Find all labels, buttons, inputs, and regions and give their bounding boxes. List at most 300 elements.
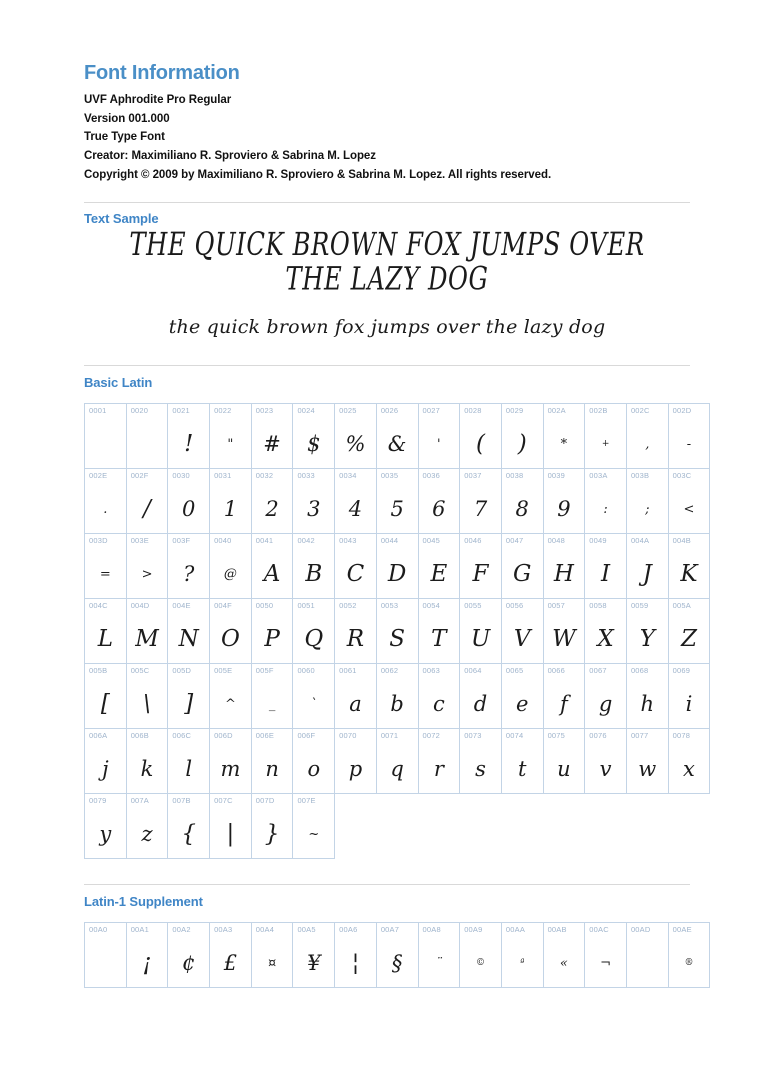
glyph-preview: Z [680,625,697,652]
glyph-preview: < [683,501,695,517]
glyph-cell-004C[interactable] [85,599,127,664]
glyph-cell-006B[interactable] [126,729,168,794]
glyph-preview: h [640,691,655,716]
glyph-cell-0062[interactable] [376,664,418,729]
glyph-preview: u [557,756,571,781]
glyph-preview: 5 [390,496,404,521]
glyph-cell-0057[interactable] [543,599,585,664]
glyph-cell-0022[interactable] [210,404,252,469]
glyph-codepoint-label: 005C [130,666,150,676]
glyph-cell-empty-filler [668,794,710,859]
glyph-cell-0047[interactable] [501,534,543,599]
glyph-table-row [85,534,710,599]
glyph-preview: E [430,560,448,587]
glyph-codepoint-label: 007B [172,796,191,806]
glyph-preview: J [642,560,652,587]
glyph-preview: j [102,756,109,781]
glyph-cell-003A[interactable] [585,469,627,534]
glyph-codepoint-label: 0079 [89,796,107,806]
glyph-cell-0060[interactable] [293,664,335,729]
glyph-cell-007E[interactable] [293,794,335,859]
glyph-preview: ' [437,436,441,452]
glyph-cell-00AD[interactable] [626,923,668,988]
glyph-preview: £ [223,950,238,975]
glyph-codepoint-label: 0001 [89,406,107,416]
glyph-cell-006A[interactable] [85,729,127,794]
glyph-codepoint-label: 005A [672,601,691,611]
glyph-cell-004E[interactable] [168,599,210,664]
glyph-cell-0038[interactable] [501,469,543,534]
glyph-codepoint-label: 0062 [380,666,399,676]
glyph-preview: / [143,495,151,522]
glyph-preview: C [346,560,365,587]
glyph-preview: a [349,691,362,716]
glyph-cell-0045[interactable] [418,534,460,599]
glyph-codepoint-label: 0024 [297,406,315,416]
glyph-preview: L [97,625,113,652]
glyph-preview: w [638,756,657,781]
glyph-cell-0065[interactable] [501,664,543,729]
glyph-codepoint-label: 006D [214,731,233,741]
glyph-cell-004A[interactable] [626,534,668,599]
glyph-codepoint-label: 007E [297,796,316,806]
glyph-codepoint-label: 004B [672,536,691,546]
glyph-codepoint-label: 007C [214,796,233,806]
glyph-codepoint-label: 0056 [505,601,524,611]
glyph-cell-00A3[interactable] [210,923,252,988]
glyph-codepoint-label: 005E [214,666,233,676]
glyph-codepoint-label: 004A [630,536,650,546]
glyph-cell-0054[interactable] [418,599,460,664]
glyph-codepoint-label: 0033 [297,471,315,481]
glyph-cell-0035[interactable] [376,469,418,534]
glyph-preview: F [472,560,489,587]
glyph-preview: s [475,756,486,781]
font-name-line: UVF Aphrodite Pro Regular [84,94,232,106]
glyph-codepoint-label: 0057 [547,601,566,611]
glyph-codepoint-label: 0051 [297,601,315,611]
glyph-cell-005D[interactable] [168,664,210,729]
glyph-cell-0050[interactable] [251,599,293,664]
glyph-codepoint-label: 0044 [380,536,399,546]
glyph-preview: { [181,820,197,847]
glyph-cell-0056[interactable] [501,599,543,664]
glyph-cell-00AE[interactable] [668,923,710,988]
glyph-cell-0055[interactable] [460,599,502,664]
glyph-codepoint-label: 004E [172,601,191,611]
glyph-codepoint-label: 007A [130,796,150,806]
document-content [84,62,698,988]
glyph-codepoint-label: 0032 [255,471,274,481]
glyph-codepoint-label: 0025 [339,406,357,416]
glyph-codepoint-label: 004C [89,601,108,611]
glyph-cell-0067[interactable] [585,664,627,729]
glyph-preview: = [99,566,111,582]
glyph-preview: : [603,501,608,517]
glyph-table-row [85,664,710,729]
glyph-codepoint-label: 0020 [130,406,149,416]
glyph-table-row [85,599,710,664]
glyph-cell-0029[interactable] [501,404,543,469]
glyph-preview: } [264,820,280,847]
glyph-codepoint-label: 002E [89,471,108,481]
glyph-codepoint-label: 006A [89,731,108,741]
glyph-cell-0079[interactable] [85,794,127,859]
glyph-preview: ¢ [182,950,196,975]
glyph-codepoint-label: 0054 [422,601,440,611]
glyph-cell-00A1[interactable] [126,923,168,988]
glyph-cell-00AC[interactable] [585,923,627,988]
glyph-cell-007B[interactable] [168,794,210,859]
glyph-codepoint-label: 0030 [172,471,190,481]
glyph-codepoint-label: 0052 [339,601,357,611]
glyph-cell-0077[interactable] [626,729,668,794]
glyph-codepoint-label: 006E [255,731,275,741]
glyph-preview: & [387,431,407,456]
glyph-codepoint-label: 004F [214,601,232,611]
glyph-codepoint-label: 0076 [589,731,607,741]
glyph-preview: W [552,625,576,652]
glyph-cell-004B[interactable] [668,534,710,599]
glyph-preview: i [685,691,693,716]
glyph-codepoint-label: 002B [589,406,608,416]
glyph-cell-007D[interactable] [251,794,293,859]
glyph-codepoint-label: 00A3 [214,925,233,935]
font-format-line: True Type Font [84,131,165,144]
glyph-codepoint-label: 0046 [464,536,482,546]
glyph-cell-0042[interactable] [293,534,335,599]
glyph-preview: P [264,625,280,652]
glyph-codepoint-label: 00A6 [339,925,358,935]
glyph-cell-006C[interactable] [168,729,210,794]
glyph-codepoint-label: 00A0 [89,925,108,935]
latin1-supplement-heading: Latin-1 Supplement [84,894,203,910]
glyph-preview: © [476,957,486,968]
glyph-codepoint-label: 0043 [339,536,357,546]
glyph-cell-0025[interactable] [335,404,377,469]
glyph-codepoint-label: 00A7 [380,925,400,935]
glyph-preview [85,422,126,466]
glyph-cell-empty-filler [376,794,418,859]
glyph-cell-0066[interactable] [543,664,585,729]
font-creator-line: Creator: Maximiliano R. Sproviero & Sabrina M. Lopez [84,149,376,162]
glyph-cell-003B[interactable] [626,469,668,534]
glyph-codepoint-label: 0029 [505,406,524,416]
glyph-codepoint-label: 0078 [672,731,691,741]
page-title: Font Information [84,62,240,84]
glyph-cell-0061[interactable] [335,664,377,729]
glyph-cell-007A[interactable] [126,794,168,859]
glyph-cell-0053[interactable] [376,599,418,664]
glyph-codepoint-label: 0053 [380,601,399,611]
glyph-preview: ¡ [142,949,152,976]
glyph-codepoint-label: 004D [130,601,150,611]
glyph-cell-empty-filler [460,794,502,859]
glyph-preview: ( [476,430,486,457]
glyph-preview: S [389,625,406,652]
glyph-preview: A [263,560,281,587]
glyph-cell-00A6[interactable] [335,923,377,988]
glyph-table-row [85,794,710,859]
glyph-cell-0051[interactable] [293,599,335,664]
glyph-codepoint-label: 002C [630,406,650,416]
glyph-cell-0074[interactable] [501,729,543,794]
glyph-codepoint-label: 002F [130,471,149,481]
glyph-cell-0076[interactable] [585,729,627,794]
glyph-cell-0052[interactable] [335,599,377,664]
latin1-supplement-table-body [85,923,710,988]
glyph-codepoint-label: 0068 [630,666,649,676]
glyph-cell-00A7[interactable] [376,923,418,988]
glyph-preview: N [178,625,199,652]
glyph-preview: § [391,950,403,975]
glyph-cell-003C[interactable] [668,469,710,534]
glyph-preview: l [185,756,193,781]
glyph-cell-006E[interactable] [251,729,293,794]
glyph-cell-0072[interactable] [418,729,460,794]
glyph-cell-empty-filler [418,794,460,859]
glyph-codepoint-label: 0028 [464,406,482,416]
glyph-preview: Y [639,625,655,652]
glyph-cell-0069[interactable] [668,664,710,729]
glyph-cell-0075[interactable] [543,729,585,794]
glyph-cell-003F[interactable] [168,534,210,599]
glyph-cell-005C[interactable] [126,664,168,729]
glyph-cell-0044[interactable] [376,534,418,599]
basic-latin-glyph-table [84,403,710,859]
glyph-cell-0048[interactable] [543,534,585,599]
glyph-cell-empty-filler [543,794,585,859]
glyph-table-row [85,923,710,988]
latin1-supplement-glyph-table [84,922,710,988]
glyph-cell-005E[interactable] [210,664,252,729]
glyph-codepoint-label: 0071 [380,731,399,741]
glyph-cell-0040[interactable] [210,534,252,599]
glyph-codepoint-label: 00A8 [422,925,441,935]
glyph-cell-003D[interactable] [85,534,127,599]
glyph-codepoint-label: 00AC [589,925,609,935]
glyph-preview: # [263,431,281,456]
glyph-codepoint-label: 006C [172,731,192,741]
glyph-codepoint-label: 0035 [380,471,399,481]
glyph-cell-0033[interactable] [293,469,335,534]
glyph-codepoint-label: 0034 [339,471,357,481]
glyph-cell-0024[interactable] [293,404,335,469]
glyph-cell-002A[interactable] [543,404,585,469]
glyph-codepoint-label: 0039 [547,471,566,481]
glyph-cell-006D[interactable] [210,729,252,794]
glyph-codepoint-label: 00A1 [130,925,150,935]
glyph-preview: > [141,566,153,582]
glyph-cell-0036[interactable] [418,469,460,534]
glyph-cell-002E[interactable] [85,469,127,534]
glyph-codepoint-label: 0041 [255,536,274,546]
glyph-preview: 1 [223,496,238,521]
glyph-preview: x [683,756,695,781]
glyph-cell-0073[interactable] [460,729,502,794]
glyph-codepoint-label: 0064 [464,666,482,676]
glyph-codepoint-label: 0022 [214,406,232,416]
glyph-cell-00A2[interactable] [168,923,210,988]
text-sample-block [84,228,690,339]
glyph-cell-0068[interactable] [626,664,668,729]
glyph-preview: g [598,691,613,716]
glyph-codepoint-label: 00AD [630,925,651,935]
glyph-preview: ¦ [351,949,360,976]
glyph-cell-0043[interactable] [335,534,377,599]
glyph-cell-0058[interactable] [585,599,627,664]
glyph-codepoint-label: 0036 [422,471,440,481]
glyph-cell-0063[interactable] [418,664,460,729]
glyph-cell-007C[interactable] [210,794,252,859]
glyph-preview: r [433,756,444,781]
glyph-cell-00A5[interactable] [293,923,335,988]
glyph-cell-00A0[interactable] [85,923,127,988]
glyph-cell-006F[interactable] [293,729,335,794]
glyph-preview: ¥ [307,950,321,975]
glyph-preview: 6 [432,496,446,521]
glyph-preview: % [345,431,366,456]
glyph-preview: U [470,625,491,652]
glyph-preview: ¤ [267,955,277,971]
glyph-codepoint-label: 0042 [297,536,315,546]
glyph-cell-004F[interactable] [210,599,252,664]
glyph-preview: ] [184,690,194,717]
glyph-preview: O [220,625,240,652]
glyph-preview: ¨ [435,955,443,971]
glyph-cell-002B[interactable] [585,404,627,469]
glyph-codepoint-label: 0047 [505,536,524,546]
glyph-preview: @ [223,566,237,582]
glyph-codepoint-label: 0027 [422,406,440,416]
glyph-preview: e [516,691,529,716]
glyph-preview: 3 [307,496,321,521]
glyph-preview: « [559,955,568,971]
glyph-cell-002C[interactable] [626,404,668,469]
glyph-cell-00AA[interactable] [501,923,543,988]
glyph-codepoint-label: 00AA [505,925,526,935]
glyph-codepoint-label: 0037 [464,471,482,481]
glyph-preview: D [387,560,407,587]
glyph-codepoint-label: 00AE [672,925,692,935]
glyph-preview: \ [143,690,151,717]
glyph-table-row [85,729,710,794]
glyph-codepoint-label: 0061 [339,666,357,676]
glyph-preview: ? [183,561,195,586]
glyph-preview: 7 [473,496,488,521]
glyph-codepoint-label: 0059 [630,601,649,611]
glyph-cell-0037[interactable] [460,469,502,534]
glyph-codepoint-label: 0048 [547,536,566,546]
glyph-cell-005F[interactable] [251,664,293,729]
glyph-preview: - [686,436,692,452]
glyph-codepoint-label: 006F [297,731,316,741]
glyph-codepoint-label: 003A [589,471,608,481]
glyph-cell-0064[interactable] [460,664,502,729]
glyph-cell-0041[interactable] [251,534,293,599]
glyph-preview: z [141,821,153,846]
glyph-codepoint-label: 0023 [255,406,274,416]
glyph-preview: 4 [348,496,363,521]
glyph-preview: f [560,691,568,716]
glyph-codepoint-label: 0021 [172,406,190,416]
glyph-cell-0034[interactable] [335,469,377,534]
glyph-cell-00A8[interactable] [418,923,460,988]
glyph-cell-0070[interactable] [335,729,377,794]
glyph-codepoint-label: 003E [130,536,150,546]
glyph-cell-0026[interactable] [376,404,418,469]
glyph-cell-002F[interactable] [126,469,168,534]
glyph-preview: q [390,756,404,781]
glyph-cell-0030[interactable] [168,469,210,534]
glyph-cell-0071[interactable] [376,729,418,794]
glyph-cell-0032[interactable] [251,469,293,534]
glyph-preview: m [220,756,241,781]
glyph-cell-0046[interactable] [460,534,502,599]
glyph-cell-0020[interactable] [126,404,168,469]
glyph-cell-00A4[interactable] [251,923,293,988]
font-version-line: Version 001.000 [84,112,170,125]
glyph-codepoint-label: 0026 [380,406,399,416]
glyph-preview: 2 [265,496,279,521]
glyph-cell-002D[interactable] [668,404,710,469]
glyph-table-row [85,469,710,534]
glyph-preview: t [517,756,527,781]
glyph-cell-0031[interactable] [210,469,252,534]
glyph-preview: X [597,625,614,652]
glyph-codepoint-label: 007D [255,796,275,806]
glyph-preview: 9 [557,496,571,521]
glyph-preview: + [601,438,610,449]
glyph-preview: d [473,691,488,716]
glyph-preview: B [305,560,323,587]
glyph-preview: c [432,691,445,716]
glyph-codepoint-label: 0049 [589,536,607,546]
glyph-preview: v [599,756,612,781]
glyph-cell-0023[interactable] [251,404,293,469]
glyph-preview: M [135,625,159,652]
glyph-cell-empty-filler [501,794,543,859]
glyph-cell-0078[interactable] [668,729,710,794]
glyph-codepoint-label: 0077 [630,731,649,741]
glyph-preview: , [645,436,650,452]
glyph-cell-003E[interactable] [126,534,168,599]
glyph-cell-0059[interactable] [626,599,668,664]
glyph-cell-004D[interactable] [126,599,168,664]
glyph-cell-0049[interactable] [585,534,627,599]
glyph-cell-005B[interactable] [85,664,127,729]
glyph-cell-0027[interactable] [418,404,460,469]
glyph-codepoint-label: 0069 [672,666,691,676]
glyph-preview: b [390,691,404,716]
glyph-preview [85,941,126,985]
glyph-cell-0039[interactable] [543,469,585,534]
glyph-cell-00A9[interactable] [460,923,502,988]
glyph-preview: ~ [308,826,320,842]
glyph-cell-0001[interactable] [85,404,127,469]
glyph-preview: ) [517,430,527,457]
glyph-cell-0028[interactable] [460,404,502,469]
text-sample-uppercase-line2: THE LAZY DOG [285,261,489,298]
glyph-preview: n [265,756,279,781]
glyph-preview: I [601,560,611,587]
glyph-cell-00AB[interactable] [543,923,585,988]
glyph-cell-0021[interactable] [168,404,210,469]
glyph-preview [627,941,668,985]
glyph-cell-005A[interactable] [668,599,710,664]
glyph-preview: p [348,756,363,781]
font-copyright-line: Copyright © 2009 by Maximiliano R. Sproviero & Sabrina M. Lopez. All rights reserved. [84,168,552,181]
